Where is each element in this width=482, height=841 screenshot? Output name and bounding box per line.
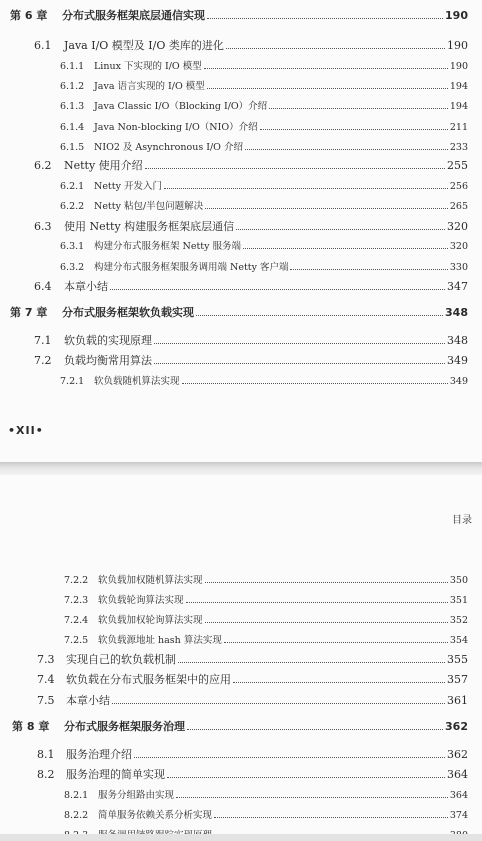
toc-entry-title: 构建分布式服务框架 Netty 服务端 bbox=[94, 241, 241, 252]
page-number-footer: •XII• bbox=[8, 424, 44, 437]
toc-entry bbox=[60, 139, 468, 153]
toc-entry bbox=[60, 58, 468, 72]
toc-entry bbox=[10, 304, 468, 320]
toc-entry-number: 6.1.3 bbox=[60, 101, 85, 112]
toc-entry-page: 354 bbox=[449, 635, 468, 646]
toc-entry-title: 软负载轮询算法实现 bbox=[98, 595, 184, 606]
toc-entry-page: 351 bbox=[449, 595, 468, 606]
toc-entry bbox=[10, 7, 468, 23]
dot-leader bbox=[214, 816, 448, 818]
toc-entry-page: 362 bbox=[447, 748, 468, 761]
toc-entry-number: 7.2.4 bbox=[64, 615, 89, 626]
dot-leader bbox=[196, 314, 443, 316]
toc-entry-title: Java I/O 模型及 I/O 类库的进化 bbox=[64, 39, 224, 52]
dot-leader bbox=[205, 581, 448, 583]
toc-entry-page: 357 bbox=[447, 673, 468, 686]
toc-entry-title: Java Non-blocking I/O（NIO）介绍 bbox=[94, 122, 258, 133]
dot-leader bbox=[269, 107, 448, 109]
dot-leader bbox=[226, 47, 445, 49]
toc-entry-number: 第 7 章 bbox=[10, 306, 48, 319]
toc-entry-page: 349 bbox=[449, 376, 468, 387]
toc-entry bbox=[37, 671, 468, 687]
toc-entry-number: 8.2.2 bbox=[64, 810, 89, 821]
dot-leader bbox=[207, 87, 448, 89]
toc-entry-page: 190 bbox=[449, 61, 468, 72]
toc-entry-number: 第 8 章 bbox=[12, 720, 50, 733]
toc-entry bbox=[60, 78, 468, 92]
dot-leader bbox=[154, 342, 445, 344]
dot-leader bbox=[145, 167, 445, 169]
toc-entry bbox=[37, 766, 468, 782]
page-edge bbox=[0, 834, 482, 841]
toc-entry-title: 软负载加权随机算法实现 bbox=[98, 575, 203, 586]
toc-entry-number: 8.2.1 bbox=[64, 790, 89, 801]
toc-entry-page: 362 bbox=[445, 720, 468, 733]
toc-entry bbox=[37, 651, 468, 667]
toc-entry-title: 分布式服务框架服务治理 bbox=[64, 720, 185, 733]
toc-entry-page: 347 bbox=[447, 280, 468, 293]
toc-entry-title: 服务治理的简单实现 bbox=[66, 768, 165, 781]
toc-entry-title: 软负载的实现原理 bbox=[64, 334, 152, 347]
toc-entry bbox=[34, 157, 468, 173]
toc-entry-number: 8.1 bbox=[37, 748, 55, 761]
toc-entry bbox=[37, 692, 468, 708]
toc-entry-number: 6.1 bbox=[34, 39, 52, 52]
dot-leader bbox=[290, 268, 447, 270]
toc-entry-title: 软负载加权轮询算法实现 bbox=[98, 615, 203, 626]
toc-entry bbox=[64, 572, 468, 586]
toc-entry-number: 6.3.2 bbox=[60, 262, 85, 273]
toc-entry bbox=[60, 373, 468, 387]
toc-entry-title: 使用 Netty 构建服务框架底层通信 bbox=[64, 220, 235, 233]
toc-entry-page: 255 bbox=[447, 159, 468, 172]
running-header: 目录 bbox=[452, 515, 472, 526]
page-divider bbox=[0, 462, 482, 475]
toc-entry bbox=[64, 612, 468, 626]
dot-leader bbox=[236, 228, 445, 230]
toc-entry-title: Java 语言实现的 I/O 模型 bbox=[94, 81, 205, 92]
toc-entry-page: 320 bbox=[447, 220, 468, 233]
toc-entry-title: 本章小结 bbox=[64, 280, 108, 293]
toc-entry-title: 软负载源地址 hash 算法实现 bbox=[98, 635, 222, 646]
toc-entry-number: 6.3.1 bbox=[60, 241, 85, 252]
dot-leader bbox=[205, 621, 448, 623]
toc-entry-number: 7.4 bbox=[37, 673, 55, 686]
toc-entry bbox=[34, 332, 468, 348]
toc-entry-page: 349 bbox=[447, 354, 468, 367]
toc-entry-number: 7.3 bbox=[37, 653, 55, 666]
dot-leader bbox=[176, 796, 448, 798]
toc-entry-page: 350 bbox=[449, 575, 468, 586]
dot-leader bbox=[182, 382, 448, 384]
dot-leader bbox=[260, 128, 448, 130]
toc-entry-title: 软负载随机算法实现 bbox=[94, 376, 180, 387]
toc-entry-title: Netty 粘包/半包问题解决 bbox=[94, 201, 204, 212]
toc-entry-number: 7.1 bbox=[34, 334, 52, 347]
toc-entry bbox=[60, 198, 468, 212]
toc-entry bbox=[64, 632, 468, 646]
toc-entry-number: 6.1.1 bbox=[60, 61, 85, 72]
toc-entry-number: 6.4 bbox=[34, 280, 52, 293]
toc-entry-title: 构建分布式服务框架服务调用端 Netty 客户端 bbox=[94, 262, 289, 273]
toc-entry-title: Linux 下实现的 I/O 模型 bbox=[94, 61, 202, 72]
toc-entry bbox=[64, 787, 468, 801]
toc-entry bbox=[12, 718, 468, 734]
toc-entry-page: 265 bbox=[449, 201, 468, 212]
toc-entry-number: 7.5 bbox=[37, 694, 55, 707]
toc-entry bbox=[34, 278, 468, 294]
toc-entry bbox=[34, 37, 468, 53]
toc-entry-number: 6.1.5 bbox=[60, 142, 85, 153]
dot-leader bbox=[167, 776, 445, 778]
toc-entry bbox=[34, 352, 468, 368]
toc-entry-title: Netty 使用介绍 bbox=[64, 159, 143, 172]
toc-entry-number: 7.2.2 bbox=[64, 575, 89, 586]
dot-leader bbox=[243, 247, 448, 249]
toc-entry-title: Java Classic I/O（Blocking I/O）介绍 bbox=[94, 101, 268, 112]
toc-entry-page: 330 bbox=[449, 262, 468, 273]
toc-entry-number: 7.2.5 bbox=[64, 635, 89, 646]
toc-entry-page: 190 bbox=[445, 9, 468, 22]
toc-entry-page: 320 bbox=[449, 241, 468, 252]
dot-leader bbox=[204, 67, 448, 69]
dot-leader bbox=[112, 702, 445, 704]
toc-entry-page: 364 bbox=[447, 768, 468, 781]
toc-entry-page: 233 bbox=[449, 142, 468, 153]
toc-entry-page: 361 bbox=[447, 694, 468, 707]
toc-entry-title: 分布式服务框架软负载实现 bbox=[62, 306, 194, 319]
toc-entry-title: 实现自己的软负载机制 bbox=[66, 653, 176, 666]
toc-entry-number: 6.2 bbox=[34, 159, 52, 172]
dot-leader bbox=[134, 756, 445, 758]
toc-entry bbox=[64, 592, 468, 606]
toc-entry-title: 负载均衡常用算法 bbox=[64, 354, 152, 367]
toc-entry-number: 6.2.1 bbox=[60, 181, 85, 192]
toc-entry-page: 374 bbox=[449, 810, 468, 821]
toc-entry-title: Netty 开发入门 bbox=[94, 181, 162, 192]
toc-entry-page: 256 bbox=[449, 181, 468, 192]
toc-entry-number: 7.2 bbox=[34, 354, 52, 367]
dot-leader bbox=[205, 207, 448, 209]
toc-entry-title: 简单服务依赖关系分析实现 bbox=[98, 810, 213, 821]
dot-leader bbox=[187, 728, 443, 730]
toc-entry-title: 软负载在分布式服务框架中的应用 bbox=[66, 673, 231, 686]
toc-entry-number: 6.2.2 bbox=[60, 201, 85, 212]
toc-entry bbox=[60, 238, 468, 252]
dot-leader bbox=[207, 17, 443, 19]
toc-entry bbox=[60, 98, 468, 112]
toc-entry-title: 服务治理介绍 bbox=[66, 748, 132, 761]
toc-entry-page: 211 bbox=[449, 122, 468, 133]
toc-entry-page: 348 bbox=[447, 334, 468, 347]
dot-leader bbox=[110, 288, 445, 290]
dot-leader bbox=[224, 641, 448, 643]
dot-leader bbox=[245, 148, 448, 150]
toc-entry-number: 第 6 章 bbox=[10, 9, 48, 22]
toc-entry-page: 355 bbox=[447, 653, 468, 666]
toc-entry bbox=[60, 119, 468, 133]
toc-entry-number: 6.1.4 bbox=[60, 122, 85, 133]
dot-leader bbox=[154, 362, 445, 364]
toc-entry-page: 364 bbox=[449, 790, 468, 801]
toc-entry bbox=[64, 807, 468, 821]
toc-entry-page: 194 bbox=[449, 81, 468, 92]
toc-entry-page: 190 bbox=[447, 39, 468, 52]
toc-entry bbox=[60, 259, 468, 273]
dot-leader bbox=[186, 601, 448, 603]
toc-entry-number: 6.1.2 bbox=[60, 81, 85, 92]
toc-entry-page: 348 bbox=[445, 306, 468, 319]
dot-leader bbox=[164, 187, 448, 189]
toc-entry bbox=[37, 746, 468, 762]
toc-entry bbox=[60, 178, 468, 192]
dot-leader bbox=[233, 681, 445, 683]
toc-entry-title: 分布式服务框架底层通信实现 bbox=[62, 9, 205, 22]
toc-entry-number: 7.2.1 bbox=[60, 376, 85, 387]
toc-page-next bbox=[0, 475, 482, 841]
toc-entry-page: 352 bbox=[449, 615, 468, 626]
dot-leader bbox=[178, 661, 445, 663]
toc-entry-number: 6.3 bbox=[34, 220, 52, 233]
toc-entry bbox=[34, 218, 468, 234]
toc-entry-number: 7.2.3 bbox=[64, 595, 89, 606]
toc-entry-title: 本章小结 bbox=[66, 694, 110, 707]
toc-entry-title: 服务分组路由实现 bbox=[98, 790, 175, 801]
toc-entry-number: 8.2 bbox=[37, 768, 55, 781]
toc-entry-page: 194 bbox=[449, 101, 468, 112]
toc-entry-title: NIO2 及 Asynchronous I/O 介绍 bbox=[94, 142, 243, 153]
